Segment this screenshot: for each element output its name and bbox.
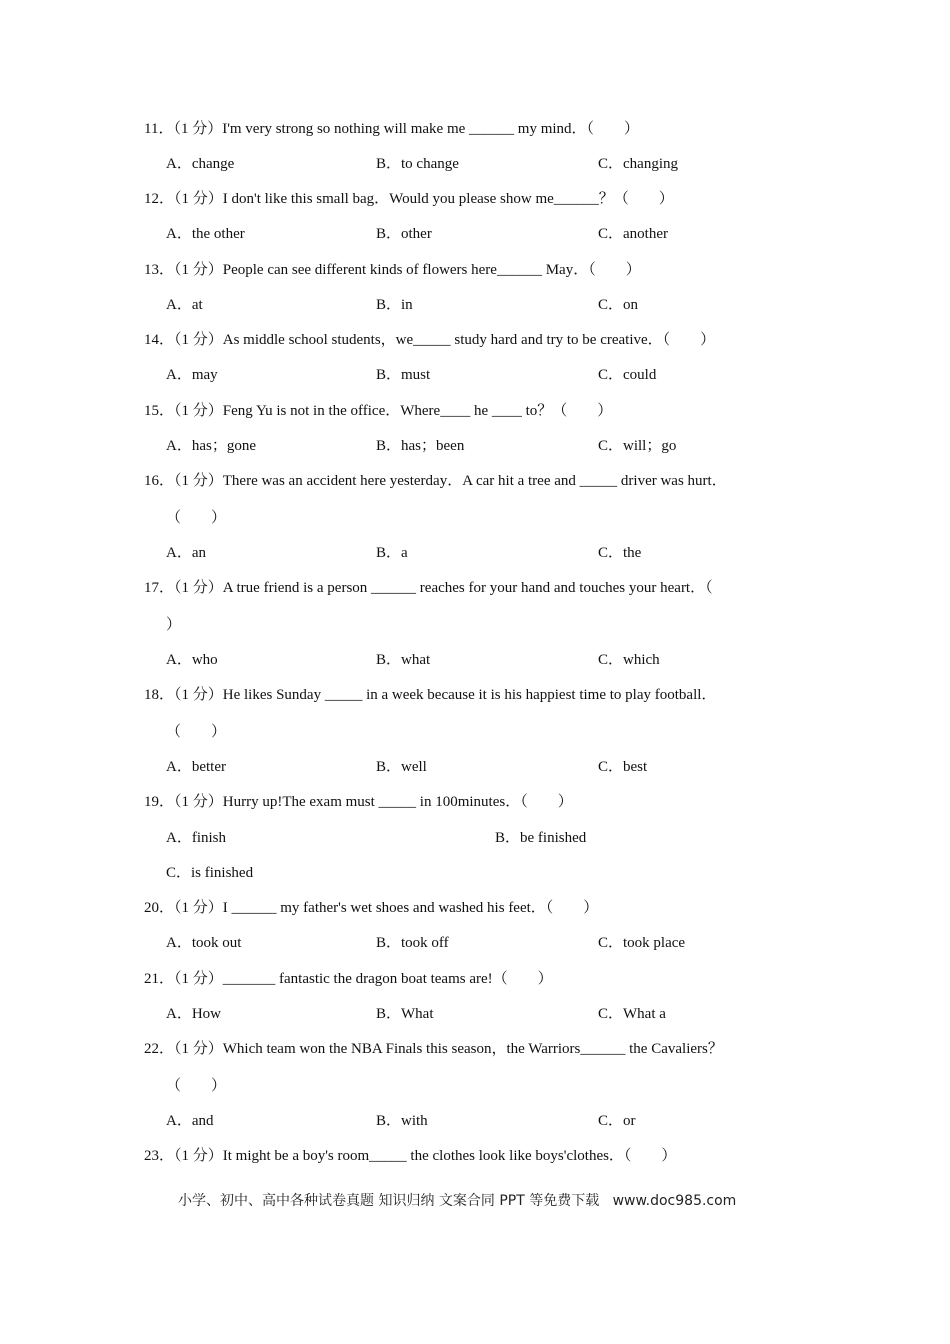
question-stem: 15．（1 分）Feng Yu is not in the office．Where____ he ____ to？（ ） xyxy=(144,403,613,419)
option-c: C．could xyxy=(598,367,657,383)
answer-bracket: （ ） xyxy=(166,724,227,740)
option-b: B．a xyxy=(376,545,408,561)
option-a: A．finish xyxy=(166,830,227,846)
question-stem: 11．（1 分）I'm very strong so nothing will make me ______ my mind．（ ） xyxy=(144,121,640,137)
option-a: A．who xyxy=(166,652,218,668)
question-stem: 18．（1 分）He likes Sunday _____ in a week because it is his happiest time to play football． xyxy=(144,687,717,703)
question-stem: 21．（1 分）_______ fantastic the dragon boat teams are!（ ） xyxy=(144,971,553,987)
question-stem: 20．（1 分）I ______ my father's wet shoes and washed his feet．（ ） xyxy=(144,900,599,916)
answer-bracket: ） xyxy=(166,617,182,633)
answer-bracket: （ ） xyxy=(166,1078,227,1094)
option-b: B．what xyxy=(376,652,431,668)
option-b: B．has；been xyxy=(376,438,465,454)
option-a: A．took out xyxy=(166,935,242,951)
option-b: B．took off xyxy=(376,935,449,951)
question-stem: 16．（1 分）There was an accident here yesterday．A car hit a tree and _____ driver was hurt． xyxy=(144,473,727,489)
option-c: C．What a xyxy=(598,1006,666,1022)
option-a: A．and xyxy=(166,1113,214,1129)
option-b: B．well xyxy=(376,759,427,775)
question-stem: 13．（1 分）People can see different kinds of flowers here______ May．（ ） xyxy=(144,262,641,278)
option-c: C．the xyxy=(598,545,642,561)
option-c: C．changing xyxy=(598,156,678,172)
option-a: A．How xyxy=(166,1006,221,1022)
question-stem: 22．（1 分）Which team won the NBA Finals this season，the Warriors______ the Cavaliers？ xyxy=(144,1041,723,1057)
question-stem: 19．（1 分）Hurry up!The exam must _____ in 100minutes．（ ） xyxy=(144,794,573,810)
option-b: B．be finished xyxy=(495,830,587,846)
answer-bracket: （ ） xyxy=(166,510,227,526)
option-c: C．is finished xyxy=(166,865,254,881)
option-a: A．change xyxy=(166,156,235,172)
option-b: B．other xyxy=(376,226,432,242)
option-b: B．with xyxy=(376,1113,428,1129)
option-b: B．What xyxy=(376,1006,434,1022)
option-a: A．the other xyxy=(166,226,245,242)
option-a: A．at xyxy=(166,297,203,313)
option-b: B．in xyxy=(376,297,413,313)
option-b: B．must xyxy=(376,367,431,383)
option-c: C．on xyxy=(598,297,639,313)
option-a: A．better xyxy=(166,759,226,775)
question-stem: 17．（1 分）A true friend is a person ______ reaches for your hand and touches your heart．（ xyxy=(144,580,713,596)
option-c: C．or xyxy=(598,1113,636,1129)
option-b: B．to change xyxy=(376,156,459,172)
question-stem: 12．（1 分）I don't like this small bag．Would you please show me______？（ ） xyxy=(144,191,674,207)
option-c: C．took place xyxy=(598,935,686,951)
option-a: A．an xyxy=(166,545,206,561)
page-footer: 小学、初中、高中各种试卷真题 知识归纳 文案合同 PPT 等免费下载 www.doc985.com xyxy=(178,1193,737,1209)
option-c: C．will；go xyxy=(598,438,677,454)
question-stem: 14．（1 分）As middle school students，we_____ study hard and try to be creative．（ ） xyxy=(144,332,716,348)
option-c: C．best xyxy=(598,759,648,775)
option-c: C．which xyxy=(598,652,660,668)
option-a: A．may xyxy=(166,367,218,383)
option-c: C．another xyxy=(598,226,668,242)
option-a: A．has；gone xyxy=(166,438,256,454)
question-stem: 23．（1 分）It might be a boy's room_____ the clothes look like boys'clothes．（ ） xyxy=(144,1148,677,1164)
